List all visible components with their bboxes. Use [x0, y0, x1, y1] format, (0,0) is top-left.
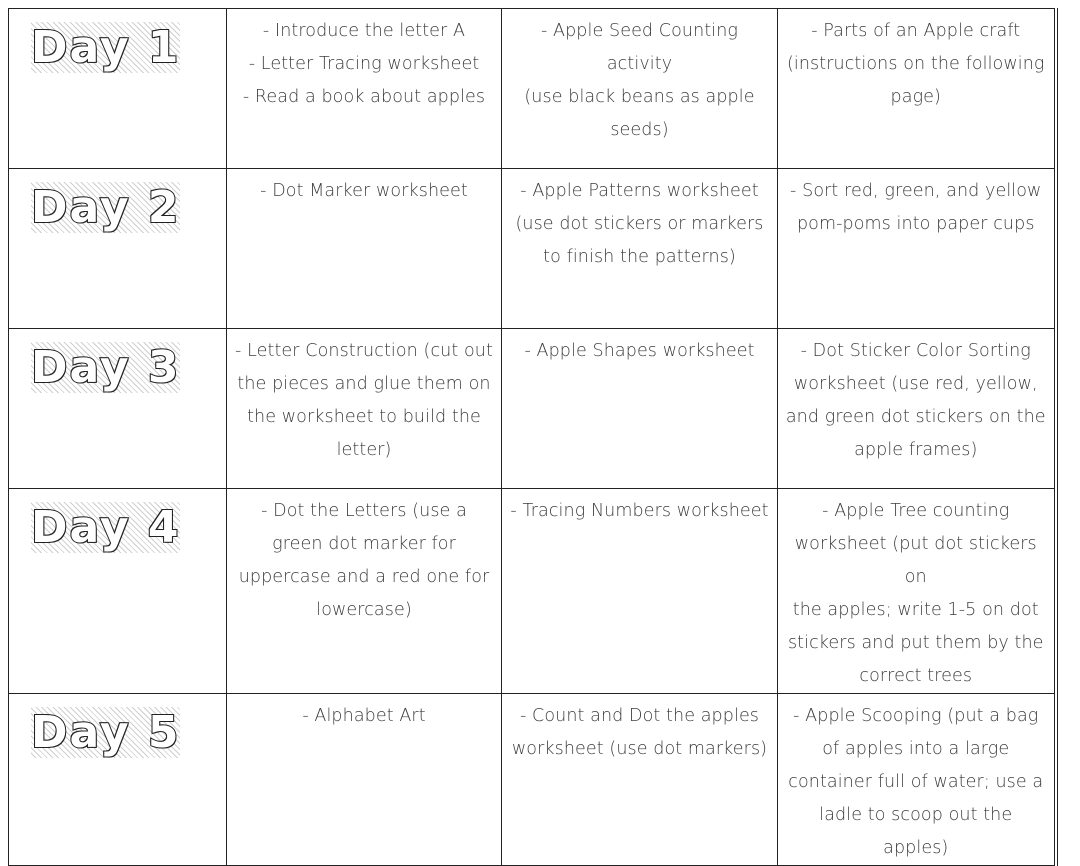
activity-line: - Apple Shapes worksheet: [524, 341, 755, 361]
day-row: [9, 489, 1056, 694]
activity-cell-1: [227, 9, 502, 169]
activity-line: - Letter Construction (cut out: [235, 341, 493, 361]
activity-line: uppercase and a red one for: [238, 567, 490, 587]
activity-line: - Apple Scooping (put a bag: [793, 706, 1039, 726]
activity-line: - Tracing Numbers worksheet: [510, 501, 769, 521]
activity-cell-1: [227, 694, 502, 866]
activity-line: - Count and Dot the apples: [519, 706, 760, 726]
activity-line: lowercase): [316, 600, 412, 620]
activity-line: - Apple Patterns worksheet: [520, 181, 759, 201]
activity-cell-2: [502, 329, 778, 489]
day-label: Day 1: [31, 22, 181, 73]
day-label-cell: [9, 329, 227, 489]
activity-cell-3: [778, 694, 1056, 866]
activity-line: worksheet (use dot markers): [511, 739, 768, 759]
activity-line: correct trees: [859, 666, 973, 686]
day-label-cell: [9, 694, 227, 866]
day-label-cell: [9, 489, 227, 694]
activity-line: activity: [606, 54, 673, 74]
activity-line: ladle to scoop out the apples): [819, 805, 1013, 858]
activity-cell-1: [227, 329, 502, 489]
activity-line: (instructions on the following: [786, 54, 1045, 74]
day-label-cell: [9, 169, 227, 329]
activity-line: - Apple Seed Counting: [540, 21, 739, 41]
activity-line: (use dot stickers or markers: [515, 214, 764, 234]
activity-line: letter): [336, 440, 392, 460]
activity-line: the pieces and glue them on: [237, 374, 491, 394]
activity-line: of apples into a large: [822, 739, 1010, 759]
activity-line: - Introduce the letter A: [262, 21, 466, 41]
activity-cell-3: [778, 169, 1056, 329]
activity-line: green dot marker for: [272, 534, 456, 554]
day-label: Day 5: [31, 707, 181, 758]
day-label-cell: [9, 9, 227, 169]
activity-cell-1: [227, 169, 502, 329]
activity-cell-3: [778, 489, 1056, 694]
activity-line: - Dot Marker worksheet: [260, 181, 468, 201]
activity-cell-3: [778, 329, 1056, 489]
activity-line: - Alphabet Art: [302, 706, 426, 726]
activity-cell-3: [778, 9, 1056, 169]
activity-line: - Apple Tree counting: [822, 501, 1010, 521]
day-row: [9, 694, 1056, 866]
activity-line: pom-poms into paper cups: [796, 214, 1035, 234]
day-label: Day 3: [31, 342, 181, 393]
activity-line: stickers and put them by the: [787, 633, 1044, 653]
lesson-plan-body: [9, 9, 1056, 866]
activity-line: seeds): [610, 120, 669, 140]
activity-line: - Sort red, green, and yellow: [790, 181, 1042, 201]
lesson-plan-table: [8, 8, 1058, 866]
activity-line: (use black beans as apple: [524, 87, 755, 107]
day-label: Day 2: [31, 182, 181, 233]
activity-cell-1: [227, 489, 502, 694]
activity-cell-2: [502, 694, 778, 866]
activity-line: container full of water; use a: [788, 772, 1044, 792]
activity-line: worksheet (put dot stickers on: [794, 534, 1037, 587]
activity-line: - Dot the Letters (use a: [261, 501, 467, 521]
day-row: [9, 329, 1056, 489]
activity-cell-2: [502, 489, 778, 694]
activity-line: - Letter Tracing worksheet: [248, 54, 480, 74]
activity-line: the worksheet to build the: [247, 407, 481, 427]
activity-line: - Parts of an Apple craft: [811, 21, 1021, 41]
activity-line: - Dot Sticker Color Sorting: [800, 341, 1031, 361]
activity-line: page): [890, 87, 941, 107]
day-label: Day 4: [31, 502, 181, 553]
day-row: [9, 169, 1056, 329]
activity-line: to finish the patterns): [543, 247, 736, 267]
activity-cell-2: [502, 169, 778, 329]
activity-line: worksheet (use red, yellow,: [793, 374, 1038, 394]
activity-line: and green dot stickers on the: [785, 407, 1046, 427]
activity-line: apple frames): [854, 440, 978, 460]
activity-line: - Read a book about apples: [242, 87, 486, 107]
day-row: [9, 9, 1056, 169]
activity-line: the apples; write 1-5 on dot: [792, 600, 1039, 620]
activity-cell-2: [502, 9, 778, 169]
